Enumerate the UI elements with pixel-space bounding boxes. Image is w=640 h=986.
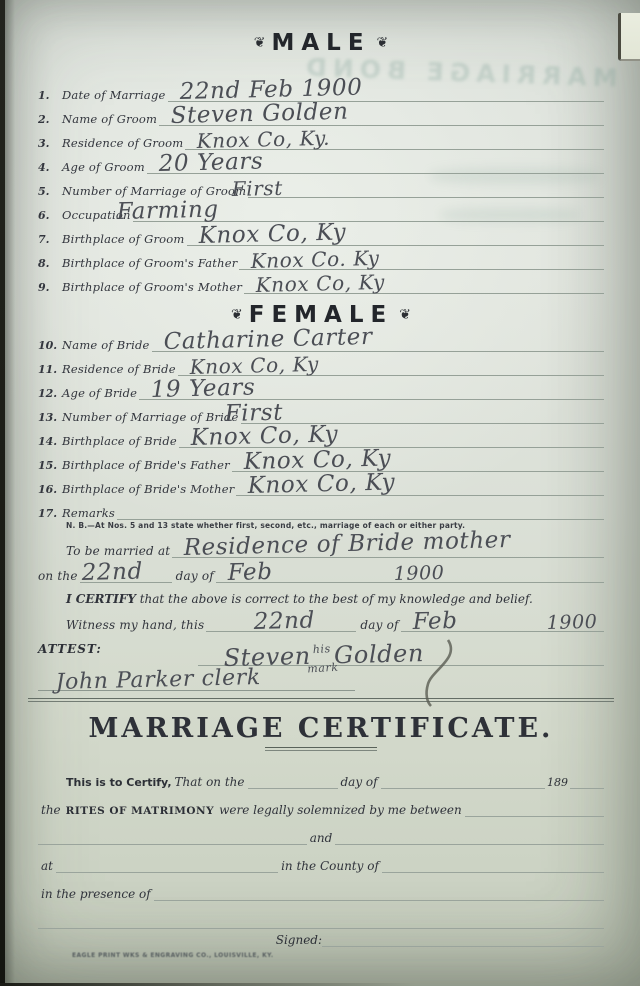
handwritten-entry: Knox Co, Ky [189,351,319,379]
certificate-line-1 [38,761,604,789]
row-rule [187,219,604,249]
day-rule [80,557,172,586]
presence-of: in the presence of [41,887,151,901]
handwritten-entry: First [223,399,283,427]
next-page-corner [618,13,640,61]
row-label: Birthplace of Bride's Father [62,458,230,472]
signature-flourish [398,636,468,708]
handwritten-entry: Knox Co, Ky. [196,125,331,153]
form-row-name-of-bride [38,323,604,355]
solemnized-text: were legally solemnized by me between [219,803,462,817]
fleur-ornament-icon: ❦ [253,35,266,51]
title-underline [265,747,377,751]
row-rule [115,196,604,225]
row-label: Birthplace of Groom's Father [62,256,238,270]
blank-line [154,872,604,901]
handwritten-entry: Catharine Carter [162,323,373,355]
row-number: 17. [38,507,58,520]
row-number: 12. [38,387,58,400]
row-number: 9. [38,281,50,294]
row-number: 4. [38,161,50,174]
row-label: Number of Marriage of Bride [62,410,239,424]
married-at-label: To be married at [66,544,171,558]
row-number: 14. [38,435,58,448]
row-number: 3. [38,137,50,150]
married-at-rule [172,527,604,561]
attest-row [38,632,604,676]
blank-line [38,816,307,845]
form-row-occupation [38,196,604,225]
printer-imprint: EAGLE PRINT WKS & ENGRAVING CO., LOUISVILLE, KY. [72,952,274,959]
blank-line [382,844,604,873]
blank-line [38,900,604,929]
certify-bold: This is to Certify, [66,776,172,789]
attest-label: ATTEST: [38,642,102,656]
book-binding-edge [0,0,5,986]
blank-line [335,816,604,845]
form-row-remarks [38,496,604,520]
female-title: FEMALE [248,302,394,328]
form-row-birthplace-brides-mother [38,469,604,499]
row-rule [159,98,604,129]
row-label: Age of Groom [62,160,145,174]
certificate-line-4 [38,845,604,873]
signed-label: Signed: [275,933,323,947]
blank-line [465,788,604,817]
handwritten-entry: Feb [227,558,273,586]
the-word: the [41,803,61,817]
on-the-label: on the [38,569,78,583]
nb-footnote: N. B.—At Nos. 5 and 13 state whether first, second, etc., marriage of each or either party. [66,521,466,530]
day-of-label: day of [175,569,214,583]
handwritten-entry: Steven Golden [170,98,349,129]
witness-day-rule [206,607,356,635]
certificate-line-5 [38,873,604,901]
handwritten-entry: Knox Co, Ky [190,421,339,451]
form-row-age-of-groom [38,148,604,177]
section-divider [28,698,614,702]
row-rule [152,323,604,355]
fleur-ornament-icon: ❦ [376,35,389,51]
row-number: 8. [38,257,50,270]
row-rule [117,495,604,520]
witness-month-rule [401,607,604,635]
row-rule [223,399,604,427]
certificate-line-3 [38,817,604,845]
handwritten-entry: Knox Co, Ky [247,469,396,499]
rites-of-matrimony: RITES OF MATRIMONY [65,805,215,817]
handwritten-entry: 1900 [546,610,598,634]
fleur-ornament-icon: ❦ [231,307,243,323]
row-label: Birthplace of Groom [62,232,185,246]
clerk-signature-rule [38,664,355,695]
his-word: his [312,642,332,657]
row-label: Birthplace of Bride's Mother [62,482,235,496]
row-label: Residence of Groom [62,136,184,150]
row-label: Age of Bride [62,386,138,400]
witness-row [38,607,604,635]
row-number: 6. [38,209,50,222]
handwritten-entry: Knox Co. Ky [250,245,381,273]
handwritten-entry: Knox Co, Ky [197,219,346,249]
row-label: Birthplace of Groom's Mother [62,280,243,294]
row-number: 16. [38,483,58,496]
blank-line [381,760,545,789]
binding-shadow [5,0,15,986]
female-section-heading [38,302,604,328]
blank-line [56,844,278,873]
row-rule [239,245,604,273]
day-of: day of [340,775,378,789]
certificate-line-2 [38,789,604,817]
handwritten-entry: Knox Co, Ky [255,269,386,297]
handwritten-entry: Farming [115,196,219,225]
signed-row [38,929,604,947]
year-prefix: 189 [547,776,568,789]
form-row-residence-of-bride [38,351,604,379]
mark-word: mark [306,660,339,676]
row-number: 5. [38,185,50,198]
row-number: 2. [38,113,50,126]
row-label: Name of Bride [62,338,150,352]
row-label: Remarks [62,506,115,520]
handwritten-entry: 1900 [393,561,446,585]
row-number: 13. [38,411,58,424]
married-at-row [38,527,604,561]
row-rule [236,469,604,499]
signature-last-name: Golden [333,639,425,670]
handwritten-entry: First [231,175,284,201]
row-rule [231,173,604,201]
form-row-marriage-number-groom [38,174,604,201]
row-number: 7. [38,233,50,246]
row-rule [185,125,604,153]
row-rule [168,74,604,105]
row-label: Occupation [62,208,131,222]
handwritten-entry: 19 Years [150,374,256,403]
form-row-birthplace-groom [38,219,604,249]
row-rule [178,351,604,379]
witness-day-of-label: day of [360,618,399,632]
form-row-birthplace-bride [38,421,604,451]
at-word: at [41,859,53,873]
certificate-title: MARRIAGE CERTIFICATE. [88,713,554,744]
male-section-heading [38,30,604,56]
row-label: Name of Groom [62,112,158,126]
row-label: Number of Marriage of Groom [62,184,247,198]
month-rule [216,557,604,586]
row-label: Date of Marriage [62,88,166,102]
handwritten-entry: 22nd Feb 1900 [178,74,363,105]
handwritten-entry: Feb [412,607,458,635]
row-number: 1. [38,89,50,102]
blank-line [322,932,604,947]
row-label: Birthplace of Bride [62,434,177,448]
form-row-birthplace-grooms-father [38,245,604,273]
and-word: and [309,831,333,845]
row-rule [139,374,604,403]
row-rule [147,148,604,177]
form-row-marriage-number-bride [38,399,604,427]
county-of: in the County of [281,859,379,873]
form-row-birthplace-grooms-mother [38,269,604,297]
form-row-name-of-groom [38,98,604,129]
handwritten-entry: Residence of Bride mother [183,527,512,561]
certify-rest: that the above is correct to the best of my knowledge and belief. [139,592,533,606]
row-rule [244,269,604,297]
row-label: Residence of Bride [62,362,176,376]
handwritten-entry: Knox Co, Ky [243,445,392,475]
row-rule [179,421,604,451]
fleur-ornament-icon: ❦ [399,307,411,323]
blank-line [248,760,338,789]
handwritten-entry: 22nd [253,607,316,635]
blank-line [570,760,604,789]
form-row-age-of-bride [38,374,604,403]
row-number: 15. [38,459,58,472]
form-row-residence-of-groom [38,125,604,153]
married-on-row [38,558,604,586]
clerk-signature: John Parker clerk [55,664,262,695]
that-on-the: That on the [174,775,245,789]
row-rule [232,445,604,475]
handwritten-entry: 20 Years [158,148,264,177]
certify-statement [38,592,604,608]
handwritten-entry: 22nd [80,558,143,586]
row-number: 10. [38,339,58,352]
male-title: MALE [271,30,371,56]
bleedthrough-text: MARRIAGE BOND [299,52,619,93]
witness-label: Witness my hand, this [66,618,205,632]
certify-strong: I CERTIFY [66,592,136,606]
certificate-line-6 [38,901,604,929]
form-row-birthplace-brides-father [38,445,604,475]
row-number: 11. [38,363,58,376]
signature-first-name: Steven [223,641,311,672]
